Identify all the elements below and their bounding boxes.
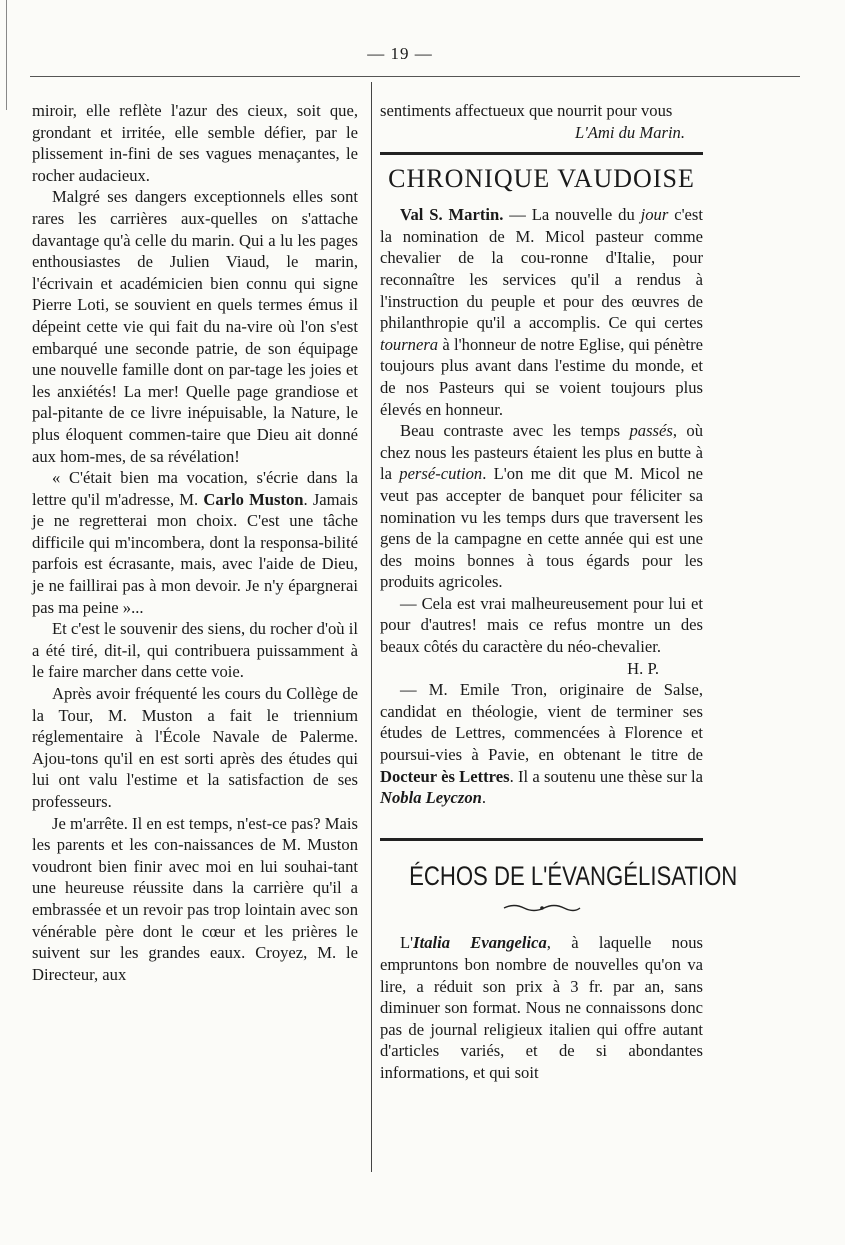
section-rule	[380, 152, 703, 155]
paragraph: miroir, elle reflète l'azur des cieux, soit que, grondant et irritée, elle semble défier, par le plissement in-fini de ses vagues menaçantes, le rocher audacieux.	[32, 101, 358, 185]
column-divider	[371, 82, 372, 1172]
text-run: jour	[640, 205, 669, 225]
paragraph: Après avoir fréquenté les cours du Collège de la Tour, M. Muston a fait le triennium réglementaire à l'École Navale de Palerme. Ajou-tons qu'il en est sorti après des études qui lui ont valu l'estime et la satisfaction de ses professeurs.	[32, 684, 358, 811]
text-run: — La nouvelle du	[503, 205, 641, 225]
signature: L'Ami du Marin.	[574, 122, 685, 142]
text-run: L'	[400, 933, 414, 953]
degree-title: Docteur ès Lettres	[380, 766, 510, 786]
text-run: à l'honneur de notre Eglise, qui pénètre toujours plus avant dans l'estime du monde, et de nos Pasteurs qui se voient toujours plus élevés en honneur.	[380, 334, 703, 419]
text-run: « C'était bien ma vocation, s'écrie dans la lettre qu'il m'adresse, M.	[32, 468, 358, 509]
paragraph: Malgré ses dangers exceptionnels elles sont rares les carrières aux-quelles on s'attache davantage qu'à celle du marin. Qui a lu les pages enthousiastes de Julien Viaud, le marin, l'écrivain et académicien bien connu qui signe Pierre Loti, se souvient en quels termes émus il dépeint cette vie qui fait du na-vire où l'on s'est embarqué une seconde patrie, de son équipage une nouvelle famille dont on par-tage les joies et les anxiétés! La mer! Quelle page grandiose et pal-pitante de ce livre inépuisable, la Nature, le plus éloquent commen-taire que Dieu ait donné aux hom-mes, de sa révélation!	[32, 187, 358, 466]
text-run: — M. Emile Tron, originaire de Salse, candidat en théologie, vient de terminer ses études de Lettres, commencées à Florence et poursui-vies à Pavie, en obtenant le titre de	[380, 680, 703, 765]
person-name: Carlo Muston	[203, 489, 304, 509]
right-column	[380, 100, 738, 1084]
section-rule	[380, 838, 703, 841]
paragraph: — Cela est vrai malheureusement pour lui et pour d'autres! mais ce refus montre un des beaux côtés du caractère du néo-chevalier.	[380, 593, 703, 657]
text-run: c'est la nomination de M. Micol pasteur comme chevalier de la cou-ronne d'Italie, pour reconnaître les services qu'il a rendus à l'instruction du peuple et pour des œuvres de philanthropie qu'il a accomplis. Ce qui certes	[380, 205, 703, 333]
text-run: .	[481, 788, 487, 808]
page-number: — 19 —	[367, 44, 433, 63]
left-column	[32, 100, 358, 985]
initials-signature: H. P.	[627, 658, 659, 678]
thesis-title: Nobla Leyczon	[380, 788, 482, 808]
paragraph: sentiments affectueux que nourrit pour vous	[380, 101, 673, 120]
text-run: , à laquelle nous empruntons bon nombre de nouvelles qu'on va lire, a réduit son prix à 3 fr. par an, sans diminuer son format. Nous ne connaissons donc pas de journal religieux italien qui offre autant d'articles variés, et de si abondantes informations, et qui soit	[380, 933, 703, 1082]
text-run: Beau contraste avec les temps	[400, 421, 630, 441]
section-title-chronique: CHRONIQUE VAUDOISE	[388, 164, 695, 194]
paragraph	[32, 467, 358, 618]
text-run: tournera	[380, 334, 439, 354]
header-rule	[30, 76, 800, 77]
text-run: passés	[629, 421, 673, 441]
place-heading: Val S. Martin.	[400, 205, 504, 225]
paragraph	[380, 932, 703, 1083]
journal-title: Italia Evangelica	[413, 933, 547, 953]
text-run: . Il a soutenu une thèse sur la	[509, 766, 703, 786]
paragraph	[380, 204, 703, 420]
text-run: persé-cution	[399, 464, 483, 484]
paragraph	[380, 679, 703, 809]
text-run: , où chez nous les pasteurs étaient les plus en butte à la	[380, 421, 703, 484]
ornament-flourish	[380, 899, 703, 921]
text-run: . Jamais je ne regretterai mon choix. C'est une tâche difficile qui m'incombera, dont la responsa-bilité parfois est écrasante, mais, avec l'aide de Dieu, je ne faillirai pas à mon devoir. Je n'y épargnerai pas ma peine »...	[32, 489, 358, 617]
paragraph	[380, 420, 703, 593]
text-run: . L'on me dit que M. Micol ne veut pas accepter de banquet pour féliciter sa nomination vu les temps durs que traversent les gens de la campagne en cette année qui est une des moins bonnes à tous égards pour les produits agricoles.	[380, 464, 704, 592]
section-title-evangelisation: ÉCHOS DE L'ÉVANGÉLISATION	[409, 860, 738, 891]
paragraph: Je m'arrête. Il en est temps, n'est-ce pas? Mais les parents et les con-naissances de M. Muston voudront bien finir avec moi en lui souhai-tant une heureuse réussite dans la carrière qu'il a embrassée et un revoir pas trop lointain avec son vénérable père dont le cœur et les prières le suivent sur les grandes eaux. Croyez, M. le Directeur, aux	[32, 813, 358, 984]
paragraph: Et c'est le souvenir des siens, du rocher d'où il a été tiré, dit-il, qui contribuera puissamment à le faire marcher dans cette voie.	[32, 619, 358, 682]
